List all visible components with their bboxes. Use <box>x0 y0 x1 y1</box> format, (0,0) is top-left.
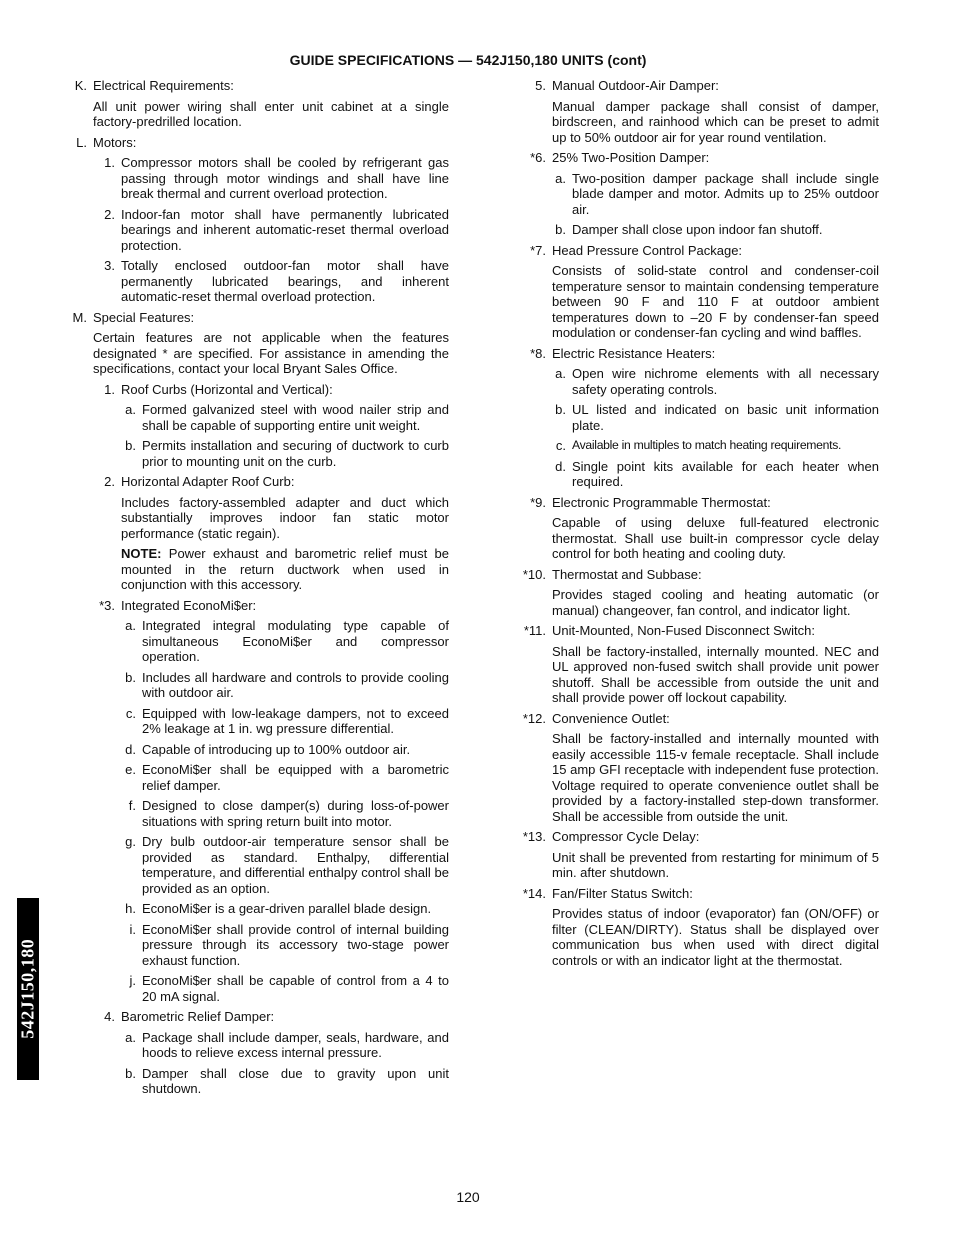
list-item <box>66 973 449 1004</box>
list-item-label: a. <box>555 366 566 381</box>
section-m-label: M. <box>72 309 87 325</box>
list-item-label: e. <box>125 762 136 777</box>
side-tab <box>17 898 39 1080</box>
list-item <box>66 742 449 758</box>
list-item-text: Integrated integral modulating type capable of simultaneous EconoMi$er and compressor operation. <box>142 618 449 664</box>
list-item-label: 2. <box>104 474 115 489</box>
subsection-title: Thermostat and Subbase: <box>552 566 702 582</box>
list-item-label: 3. <box>104 258 115 273</box>
subsection-text: Shall be factory-installed, internally mounted. NEC and UL approved non-fused switch shall provide unit power shutoff. Shall be accessible from outside the unit and shall provide power off lockout capability. <box>552 643 879 705</box>
subsection-electric-heaters <box>516 346 879 362</box>
list-item-text: Totally enclosed outdoor-fan motor shall have permanently lubricated bearings, and inherent automatic-reset thermal overload protection. <box>121 258 449 304</box>
list-item-text: Damper shall close upon indoor fan shutoff. <box>572 222 823 237</box>
section-k-label: K. <box>74 78 87 93</box>
subsection-title: 25% Two-Position Damper: <box>552 150 710 165</box>
list-item-label: a. <box>555 170 566 186</box>
list-item <box>516 171 879 218</box>
list-item-label: f. <box>128 798 136 813</box>
list-item-text: Indoor-fan motor shall have permanently lubricated bearings and inherent automatic-reset thermal overload protection. <box>121 206 449 253</box>
subsection-text: Provides status of indoor (evaporator) fan (ON/OFF) or filter (CLEAN/DIRTY). Status shall be displayed over communication bus when used with direct digital controls or with an indicator light at the thermostat. <box>552 906 879 968</box>
list-item-label: b. <box>125 1065 136 1081</box>
section-l-label: L. <box>76 134 87 150</box>
subsection-convenience-outlet <box>516 711 879 825</box>
list-item-text: Formed galvanized steel with wood nailer strip and shall be capable of supporting entire unit weight. <box>142 402 449 433</box>
right-column <box>516 78 879 968</box>
list-item <box>66 155 449 202</box>
note-text: Power exhaust and barometric relief must be mounted in the return ductwork when used in conjunction with this accessory. <box>121 546 449 592</box>
list-item-label: *3. <box>99 597 115 613</box>
list-item-text: Equipped with low-leakage dampers, not to exceed 2% leakage at 1 in. wg pressure differential. <box>142 705 449 736</box>
subsection-title: Manual Outdoor-Air Damper: <box>552 78 719 93</box>
list-item-text: Two-position damper package shall include single blade damper and motor. Admits up to 25% outdoor air. <box>572 170 879 217</box>
list-item <box>66 402 449 433</box>
section-l-title: Motors: <box>93 134 137 150</box>
list-item-label: i. <box>129 921 136 937</box>
subsection-barometric-relief <box>66 1009 449 1025</box>
list-item-text: Capable of introducing up to 100% outdoor air. <box>142 741 411 757</box>
list-item-label: *7. <box>530 242 546 258</box>
list-item-text: Permits installation and securing of ductwork to curb prior to mounting unit on the curb. <box>142 438 449 469</box>
list-item-label: c. <box>555 438 566 453</box>
list-item-label: g. <box>125 834 136 849</box>
list-item-text: Package shall include damper, seals, hardware, and hoods to relieve excess internal pressure. <box>142 1029 449 1060</box>
section-m-intro: Certain features are not applicable when the features designated * are specified. For assistance in amending the specifications, contact your local Bryant Sales Office. <box>93 330 449 376</box>
subsection-title: Convenience Outlet: <box>552 710 670 726</box>
list-item-label: h. <box>125 901 136 916</box>
list-item <box>516 366 879 397</box>
list-item-text: Damper shall close due to gravity upon unit shutdown. <box>142 1065 449 1096</box>
section-k-title: Electrical Requirements: <box>93 78 234 93</box>
subsection-adapter-roof-curb <box>66 474 449 593</box>
list-item <box>66 834 449 896</box>
subsection-head-pressure <box>516 243 879 341</box>
list-item <box>66 1066 449 1097</box>
list-item-label: *11. <box>523 623 546 638</box>
subsection-roof-curbs <box>66 382 449 398</box>
list-item-label: a. <box>125 618 136 633</box>
section-m-title: Special Features: <box>93 309 195 325</box>
list-item-label: b. <box>555 402 566 417</box>
list-item <box>66 670 449 701</box>
list-item-text: EconoMi$er shall provide control of internal building pressure through its accessory two-stage power exhaust function. <box>142 921 449 968</box>
list-item <box>516 402 879 433</box>
list-item <box>66 706 449 737</box>
list-item-label: b. <box>125 438 136 453</box>
list-item-text: Open wire nichrome elements with all necessary safety operating controls. <box>572 366 879 397</box>
list-item <box>516 438 879 454</box>
subsection-title: Barometric Relief Damper: <box>121 1009 275 1024</box>
subsection-two-position-damper <box>516 150 879 166</box>
subsection-manual-damper <box>516 78 879 145</box>
list-item-text: Dry bulb outdoor-air temperature sensor shall be provided as standard. Enthalpy, differential temperature, and differential enthalpy control shall be provided as an option. <box>142 834 449 896</box>
subsection-thermostat-subbase <box>516 567 879 619</box>
subsection-title: Unit-Mounted, Non-Fused Disconnect Switch: <box>552 623 816 638</box>
section-k <box>66 78 449 130</box>
list-item-text: EconoMi$er shall be capable of control from a 4 to 20 mA signal. <box>142 973 449 1004</box>
subsection-text: Manual damper package shall consist of damper, birdscreen, and rainhood which can be preset to admit up to 50% outdoor air for year round ventilation. <box>552 98 879 145</box>
left-column <box>66 78 449 1097</box>
subsection-disconnect-switch <box>516 623 879 706</box>
subsection-title: Head Pressure Control Package: <box>552 242 743 258</box>
list-item-text: Single point kits available for each heater when required. <box>572 458 879 489</box>
list-item <box>66 207 449 254</box>
subsection-status-switch <box>516 886 879 969</box>
list-item-label: 1. <box>104 381 115 397</box>
list-item <box>66 438 449 469</box>
subsection-title: Electronic Programmable Thermostat: <box>552 494 771 510</box>
list-item-text: Available in multiples to match heating requirements. <box>572 438 842 452</box>
subsection-cycle-delay <box>516 829 879 881</box>
subsection-title: Roof Curbs (Horizontal and Vertical): <box>121 381 333 397</box>
subsection-programmable-thermostat <box>516 495 879 562</box>
subsection-economizer <box>66 598 449 614</box>
list-item-label: *13. <box>522 829 546 844</box>
list-item-label: *6. <box>530 150 546 165</box>
list-item <box>66 618 449 665</box>
section-m <box>66 310 449 377</box>
list-item-label: a. <box>125 402 136 417</box>
list-item <box>516 459 879 490</box>
list-item-label: 4. <box>104 1009 115 1024</box>
subsection-text: Consists of solid-state control and condenser-coil temperature sensor to maintain condensing temperature between 90 F and 110 F at outdoor ambient temperatures down to –20 F by condenser-fan speed modulation or condenser-fan cycling and wind baffles. <box>552 263 879 340</box>
list-item-text: Designed to close damper(s) during loss-of-power situations with spring return built into motor. <box>142 798 449 829</box>
subsection-title: Compressor Cycle Delay: <box>552 829 700 844</box>
page-title: GUIDE SPECIFICATIONS — 542J150,180 UNITS (cont) <box>289 52 647 68</box>
note <box>121 546 449 593</box>
subsection-text: Capable of using deluxe full-featured electronic thermostat. Shall use built-in compressor cycle delay control for both heating and cooling duty. <box>552 515 879 561</box>
list-item-text: EconoMi$er is a gear-driven parallel blade design. <box>142 901 432 916</box>
subsection-title: Integrated EconoMi$er: <box>121 597 257 613</box>
list-item <box>66 922 449 969</box>
list-item-label: 5. <box>535 78 546 93</box>
subsection-text: Includes factory-assembled adapter and duct which substantially improves indoor fan static motor performance (static regain). <box>121 494 449 541</box>
list-item-label: *10. <box>522 566 546 582</box>
list-item-label: *8. <box>530 345 546 361</box>
list-item-text: UL listed and indicated on basic unit information plate. <box>572 402 879 433</box>
list-item <box>66 901 449 917</box>
list-item-label: 2. <box>104 206 115 222</box>
list-item-label: j. <box>129 973 136 988</box>
list-item <box>516 222 879 238</box>
section-k-text: All unit power wiring shall enter unit cabinet at a single factory-predrilled location. <box>93 98 449 129</box>
list-item-text: Includes all hardware and controls to provide cooling with outdoor air. <box>142 669 449 700</box>
subsection-text: Unit shall be prevented from restarting for minimum of 5 min. after shutdown. <box>552 849 879 880</box>
subsection-text: Provides staged cooling and heating automatic (or manual) changeover, fan control, and indicator light. <box>552 587 879 618</box>
side-tab-label: 542J150,180 <box>17 939 38 1039</box>
list-item-text: EconoMi$er shall be equipped with a barometric relief damper. <box>142 762 449 793</box>
list-item-label: a. <box>125 1029 136 1045</box>
list-item-label: b. <box>125 669 136 685</box>
list-item-label: d. <box>555 458 566 474</box>
subsection-title: Fan/Filter Status Switch: <box>552 885 693 901</box>
list-item <box>66 258 449 305</box>
subsection-text: Shall be factory-installed and internally mounted with easily accessible 115-v female receptacle. Shall include 15 amp GFI receptacle with independent fuse protection. Voltage required to operate convenience outlet shall be provided by a factory-installed step-down transformer. Shall be accessible from outside the unit. <box>552 731 879 824</box>
note-label: NOTE: <box>121 546 162 561</box>
list-item-label: b. <box>555 222 566 237</box>
list-item-label: *9. <box>530 494 546 510</box>
list-item-label: *14. <box>522 885 546 901</box>
list-item <box>66 1030 449 1061</box>
subsection-title: Horizontal Adapter Roof Curb: <box>121 474 295 489</box>
subsection-title: Electric Resistance Heaters: <box>552 345 716 361</box>
list-item-label: d. <box>125 741 136 757</box>
section-l <box>66 135 449 151</box>
page-number: 120 <box>456 1189 480 1205</box>
list-item <box>66 762 449 793</box>
list-item-label: *12. <box>522 710 546 726</box>
list-item <box>66 798 449 829</box>
list-item-text: Compressor motors shall be cooled by refrigerant gas passing through motor windings and shall have line break thermal and current overload protection. <box>121 155 449 201</box>
list-item-label: 1. <box>104 155 115 170</box>
list-item-label: c. <box>125 705 136 721</box>
